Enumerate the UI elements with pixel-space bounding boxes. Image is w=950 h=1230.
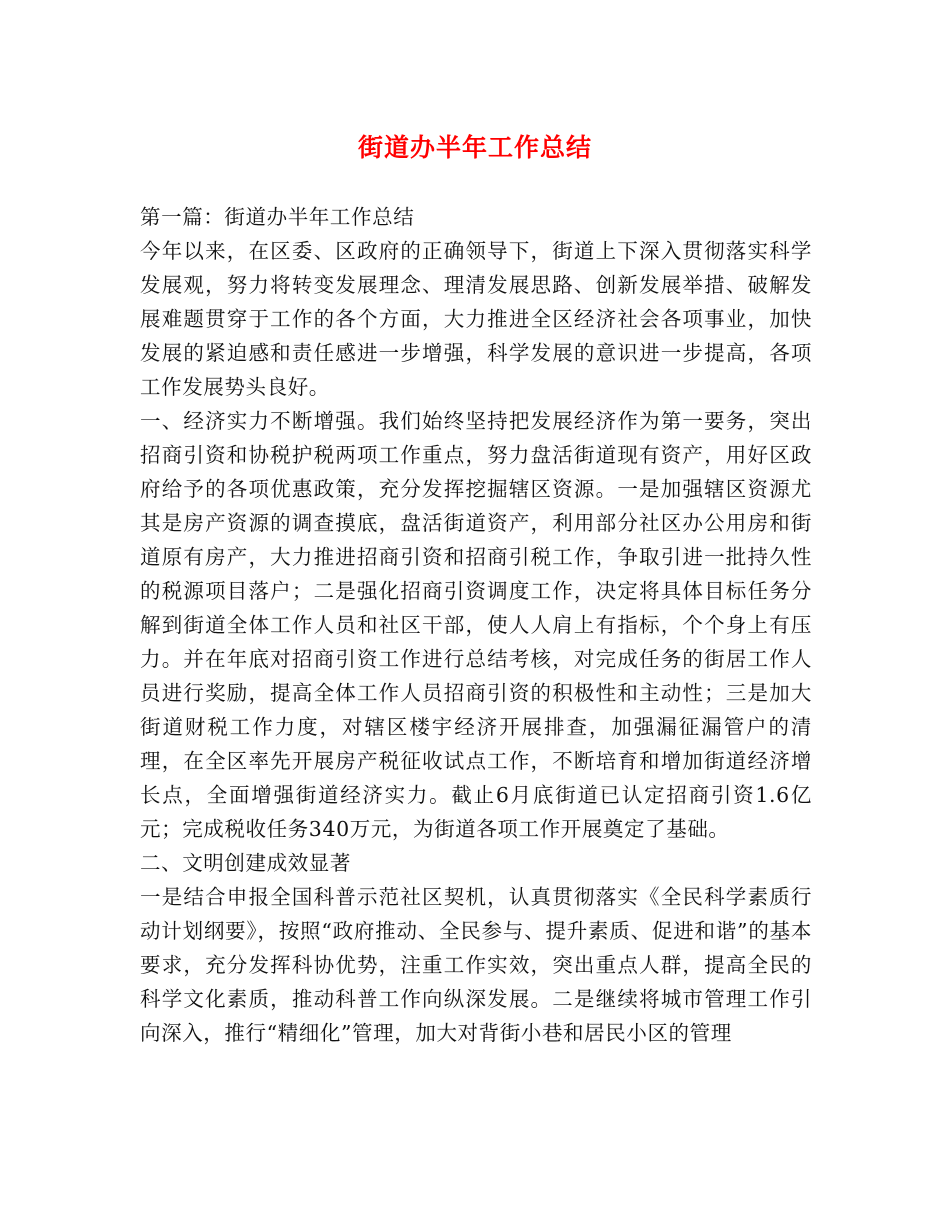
section-heading-part-one: 第一篇：街道办半年工作总结 bbox=[140, 205, 415, 229]
document-body bbox=[140, 200, 812, 1050]
document-title: 街道办半年工作总结 bbox=[357, 133, 592, 162]
intro-paragraph: 今年以来，在区委、区政府的正确领导下，街道上下深入贯彻落实科学发展观，努力将转变发展理念、理清发展思路、创新发展举措、破解发展难题贯穿于工作的各个方面，大力推进全区经济社会各项事业，加快发展的紧迫感和责任感进一步增强，科学发展的意识进一步提高，各项工作发展势头良好。 bbox=[140, 239, 812, 399]
civilization-paragraph: 一是结合申报全国科普示范社区契机，认真贯彻落实《全民科学素质行动计划纲要》，按照“政府推动、全民参与、提升素质、促进和谐”的基本要求，充分发挥科协优势，注重工作实效，突出重点人群，提高全民的科学文化素质，推动科普工作向纵深发展。二是继续将城市管理工作引向深入，推行“精细化”管理，加大对背街小巷和居民小区的管理 bbox=[140, 885, 812, 1045]
economy-paragraph: 一、经济实力不断增强。我们始终坚持把发展经济作为第一要务，突出招商引资和协税护税两项工作重点，努力盘活街道现有资产，用好区政府给予的各项优惠政策，充分发挥挖掘辖区资源。一是加强辖区资源尤其是房产资源的调查摸底，盘活街道资产，利用部分社区办公用房和街道原有房产，大力推进招商引资和招商引税工作，争取引进一批持久性的税源项目落户；二是强化招商引资调度工作，决定将具体目标任务分解到街道全体工作人员和社区干部，使人人肩上有指标，个个身上有压力。并在年底对招商引资工作进行总结考核，对完成任务的街居工作人员进行奖励，提高全体工作人员招商引资的积极性和主动性；三是加大街道财税工作力度，对辖区楼宇经济开展排查，加强漏征漏管户的清理，在全区率先开展房产税征收试点工作，不断培育和增加街道经济增长点，全面增强街道经济实力。截止6月底街道已认定招商引资1.6亿元；完成税收任务340万元，为街道各项工作开展奠定了基础。 bbox=[140, 409, 812, 841]
section-heading-civilization: 二、文明创建成效显著 bbox=[140, 851, 351, 875]
